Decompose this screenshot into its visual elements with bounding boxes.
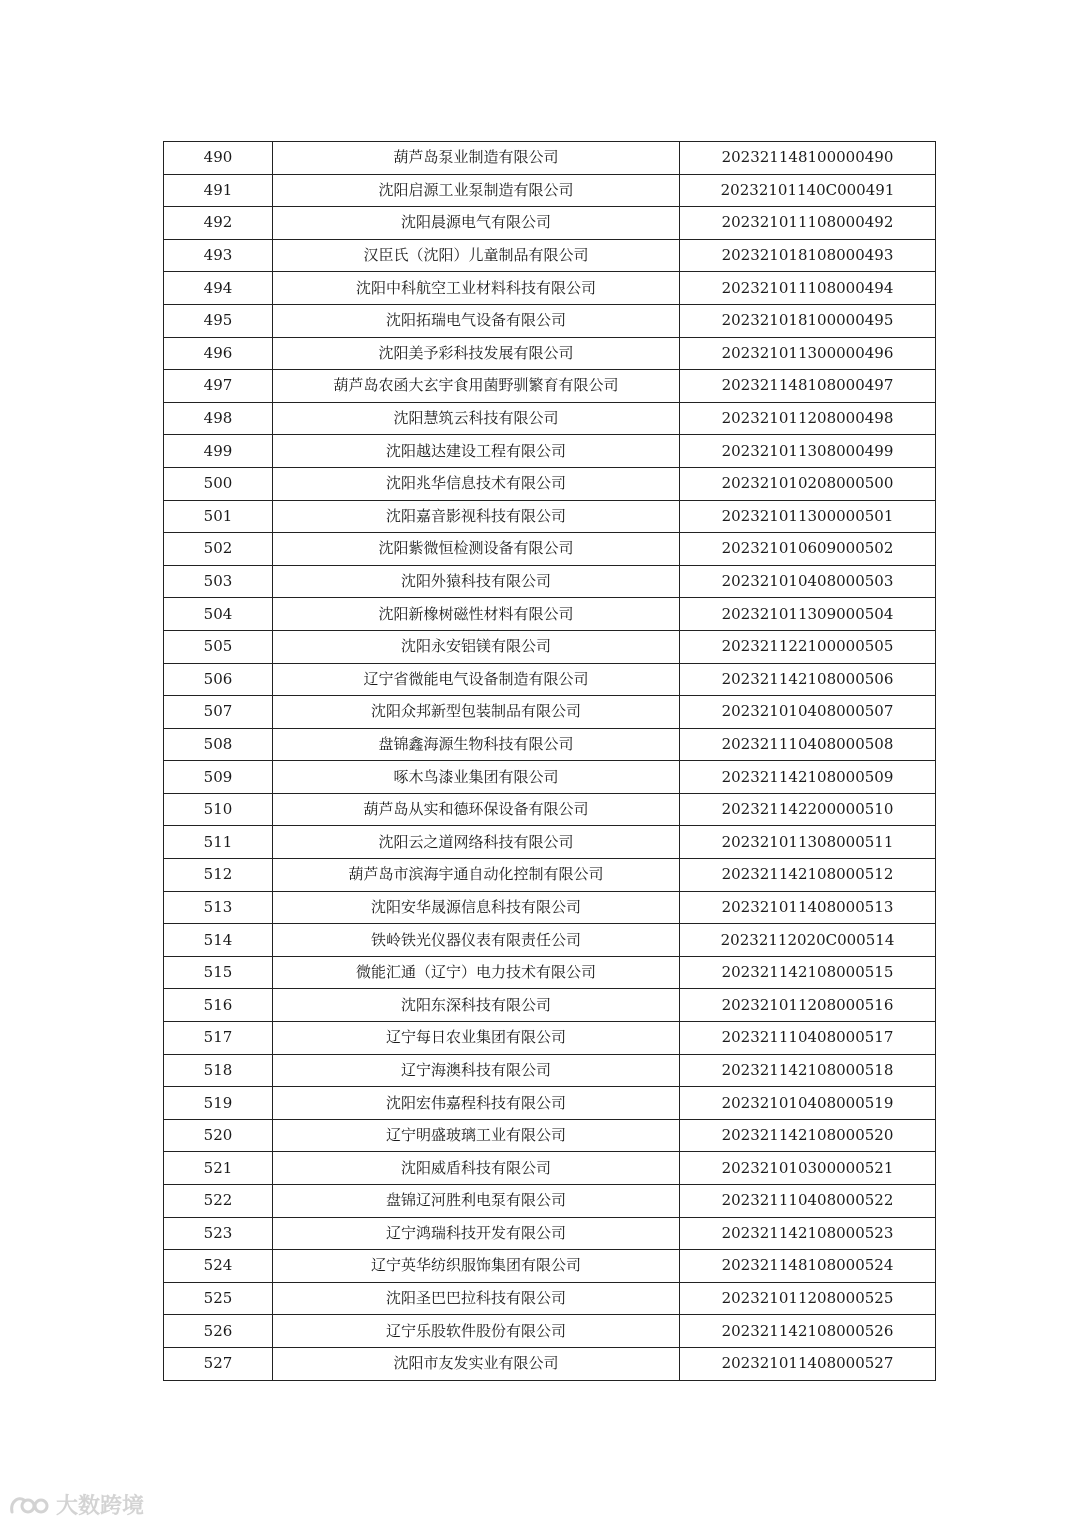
company-name-cell: 盘锦辽河胜利电泵有限公司 bbox=[273, 1185, 680, 1218]
company-name-cell: 沈阳拓瑞电气设备有限公司 bbox=[273, 304, 680, 337]
registration-code-cell: 202321010300000521 bbox=[680, 1152, 936, 1185]
company-name-cell: 葫芦岛市滨海宇通自动化控制有限公司 bbox=[273, 859, 680, 892]
row-number-cell: 515 bbox=[164, 956, 273, 989]
row-number-cell: 494 bbox=[164, 272, 273, 305]
row-number-cell: 514 bbox=[164, 924, 273, 957]
registration-code-cell: 202321148100000490 bbox=[680, 142, 936, 175]
registration-code-cell: 202321142108000518 bbox=[680, 1054, 936, 1087]
registration-code-cell: 202321142200000510 bbox=[680, 793, 936, 826]
table-row bbox=[164, 1217, 936, 1250]
registration-code-cell: 202321148108000497 bbox=[680, 370, 936, 403]
company-name-cell: 沈阳新橡树磁性材料有限公司 bbox=[273, 598, 680, 631]
brand-logo-icon bbox=[8, 1492, 52, 1518]
company-name-cell: 沈阳永安铝镁有限公司 bbox=[273, 630, 680, 663]
company-name-cell: 沈阳圣巴巴拉科技有限公司 bbox=[273, 1282, 680, 1315]
registration-code-cell: 202321011300000501 bbox=[680, 500, 936, 533]
registration-code-cell: 20232112020C000514 bbox=[680, 924, 936, 957]
table-row bbox=[164, 533, 936, 566]
company-name-cell: 沈阳外猿科技有限公司 bbox=[273, 565, 680, 598]
row-number-cell: 505 bbox=[164, 630, 273, 663]
table-row bbox=[164, 924, 936, 957]
row-number-cell: 511 bbox=[164, 826, 273, 859]
row-number-cell: 522 bbox=[164, 1185, 273, 1218]
table-row bbox=[164, 1152, 936, 1185]
registration-code-cell: 202321110408000517 bbox=[680, 1022, 936, 1055]
registration-code-cell: 202321010208000500 bbox=[680, 467, 936, 500]
table-row bbox=[164, 793, 936, 826]
registration-code-cell: 202321011308000499 bbox=[680, 435, 936, 468]
registration-code-cell: 202321011108000494 bbox=[680, 272, 936, 305]
registration-code-cell: 202321011208000498 bbox=[680, 402, 936, 435]
table-row bbox=[164, 1250, 936, 1283]
table-row bbox=[164, 1119, 936, 1152]
table-row bbox=[164, 956, 936, 989]
registration-code-cell: 202321142108000506 bbox=[680, 663, 936, 696]
row-number-cell: 490 bbox=[164, 142, 273, 175]
registration-code-cell: 20232101140C000491 bbox=[680, 174, 936, 207]
registration-code-cell: 202321010609000502 bbox=[680, 533, 936, 566]
table-row bbox=[164, 630, 936, 663]
row-number-cell: 523 bbox=[164, 1217, 273, 1250]
row-number-cell: 495 bbox=[164, 304, 273, 337]
registration-code-cell: 202321010408000519 bbox=[680, 1087, 936, 1120]
table-row bbox=[164, 272, 936, 305]
table-row bbox=[164, 1347, 936, 1380]
company-name-cell: 沈阳众邦新型包装制品有限公司 bbox=[273, 696, 680, 729]
row-number-cell: 499 bbox=[164, 435, 273, 468]
table-row bbox=[164, 761, 936, 794]
table-row bbox=[164, 598, 936, 631]
row-number-cell: 502 bbox=[164, 533, 273, 566]
company-name-cell: 沈阳嘉音影视科技有限公司 bbox=[273, 500, 680, 533]
table-row bbox=[164, 467, 936, 500]
company-list-table bbox=[163, 141, 936, 1381]
registration-code-cell: 202321110408000508 bbox=[680, 728, 936, 761]
company-name-cell: 沈阳美予彩科技发展有限公司 bbox=[273, 337, 680, 370]
table-body bbox=[164, 142, 936, 1381]
registration-code-cell: 202321110408000522 bbox=[680, 1185, 936, 1218]
company-name-cell: 辽宁鸿瑞科技开发有限公司 bbox=[273, 1217, 680, 1250]
company-name-cell: 葫芦岛泵业制造有限公司 bbox=[273, 142, 680, 175]
company-name-cell: 汉臣氏（沈阳）儿童制品有限公司 bbox=[273, 239, 680, 272]
watermark bbox=[8, 1489, 144, 1520]
table-row bbox=[164, 565, 936, 598]
table-row bbox=[164, 304, 936, 337]
company-name-cell: 辽宁海澳科技有限公司 bbox=[273, 1054, 680, 1087]
table-row bbox=[164, 1315, 936, 1348]
company-name-cell: 沈阳启源工业泵制造有限公司 bbox=[273, 174, 680, 207]
row-number-cell: 492 bbox=[164, 207, 273, 240]
table-row bbox=[164, 663, 936, 696]
table-row bbox=[164, 1054, 936, 1087]
company-name-cell: 辽宁明盛玻璃工业有限公司 bbox=[273, 1119, 680, 1152]
company-name-cell: 辽宁英华纺织服饰集团有限公司 bbox=[273, 1250, 680, 1283]
row-number-cell: 520 bbox=[164, 1119, 273, 1152]
watermark-text: 大数跨境 bbox=[56, 1494, 145, 1519]
row-number-cell: 517 bbox=[164, 1022, 273, 1055]
row-number-cell: 498 bbox=[164, 402, 273, 435]
registration-code-cell: 202321142108000512 bbox=[680, 859, 936, 892]
company-name-cell: 沈阳市友发实业有限公司 bbox=[273, 1347, 680, 1380]
registration-code-cell: 202321011408000527 bbox=[680, 1347, 936, 1380]
row-number-cell: 503 bbox=[164, 565, 273, 598]
table-row bbox=[164, 402, 936, 435]
row-number-cell: 526 bbox=[164, 1315, 273, 1348]
company-name-cell: 沈阳晨源电气有限公司 bbox=[273, 207, 680, 240]
row-number-cell: 508 bbox=[164, 728, 273, 761]
company-name-cell: 沈阳宏伟嘉程科技有限公司 bbox=[273, 1087, 680, 1120]
registration-code-cell: 202321011108000492 bbox=[680, 207, 936, 240]
row-number-cell: 509 bbox=[164, 761, 273, 794]
table-row bbox=[164, 891, 936, 924]
table-row bbox=[164, 728, 936, 761]
table-row bbox=[164, 696, 936, 729]
row-number-cell: 497 bbox=[164, 370, 273, 403]
table-row bbox=[164, 435, 936, 468]
company-name-cell: 沈阳紫微恒检测设备有限公司 bbox=[273, 533, 680, 566]
company-name-cell: 盘锦鑫海源生物科技有限公司 bbox=[273, 728, 680, 761]
registration-code-cell: 202321142108000526 bbox=[680, 1315, 936, 1348]
row-number-cell: 510 bbox=[164, 793, 273, 826]
table-row bbox=[164, 989, 936, 1022]
company-name-cell: 葫芦岛农函大玄宇食用菌野驯繁育有限公司 bbox=[273, 370, 680, 403]
row-number-cell: 493 bbox=[164, 239, 273, 272]
registration-code-cell: 202321011308000511 bbox=[680, 826, 936, 859]
table-row bbox=[164, 142, 936, 175]
row-number-cell: 513 bbox=[164, 891, 273, 924]
table-row bbox=[164, 826, 936, 859]
row-number-cell: 524 bbox=[164, 1250, 273, 1283]
registration-code-cell: 202321011208000525 bbox=[680, 1282, 936, 1315]
registration-code-cell: 202321011309000504 bbox=[680, 598, 936, 631]
registration-code-cell: 202321011208000516 bbox=[680, 989, 936, 1022]
row-number-cell: 500 bbox=[164, 467, 273, 500]
row-number-cell: 491 bbox=[164, 174, 273, 207]
table-row bbox=[164, 859, 936, 892]
row-number-cell: 512 bbox=[164, 859, 273, 892]
company-name-cell: 微能汇通（辽宁）电力技术有限公司 bbox=[273, 956, 680, 989]
table-row bbox=[164, 500, 936, 533]
registration-code-cell: 202321018100000495 bbox=[680, 304, 936, 337]
company-name-cell: 沈阳越达建设工程有限公司 bbox=[273, 435, 680, 468]
row-number-cell: 507 bbox=[164, 696, 273, 729]
registration-code-cell: 202321142108000515 bbox=[680, 956, 936, 989]
row-number-cell: 518 bbox=[164, 1054, 273, 1087]
registration-code-cell: 202321142108000509 bbox=[680, 761, 936, 794]
registration-code-cell: 202321010408000507 bbox=[680, 696, 936, 729]
row-number-cell: 516 bbox=[164, 989, 273, 1022]
registration-code-cell: 202321148108000524 bbox=[680, 1250, 936, 1283]
table-row bbox=[164, 1022, 936, 1055]
registration-code-cell: 202321018108000493 bbox=[680, 239, 936, 272]
row-number-cell: 506 bbox=[164, 663, 273, 696]
table-row bbox=[164, 207, 936, 240]
row-number-cell: 496 bbox=[164, 337, 273, 370]
company-name-cell: 辽宁省微能电气设备制造有限公司 bbox=[273, 663, 680, 696]
company-name-cell: 沈阳安华晟源信息科技有限公司 bbox=[273, 891, 680, 924]
registration-code-cell: 202321142108000520 bbox=[680, 1119, 936, 1152]
company-name-cell: 沈阳东深科技有限公司 bbox=[273, 989, 680, 1022]
company-name-cell: 沈阳兆华信息技术有限公司 bbox=[273, 467, 680, 500]
table-row bbox=[164, 370, 936, 403]
registration-code-cell: 202321122100000505 bbox=[680, 630, 936, 663]
table-row bbox=[164, 1087, 936, 1120]
company-name-cell: 沈阳慧筑云科技有限公司 bbox=[273, 402, 680, 435]
row-number-cell: 504 bbox=[164, 598, 273, 631]
company-name-cell: 沈阳威盾科技有限公司 bbox=[273, 1152, 680, 1185]
table-row bbox=[164, 337, 936, 370]
row-number-cell: 521 bbox=[164, 1152, 273, 1185]
registration-code-cell: 202321010408000503 bbox=[680, 565, 936, 598]
table-row bbox=[164, 1185, 936, 1218]
company-name-cell: 沈阳云之道网络科技有限公司 bbox=[273, 826, 680, 859]
table-row bbox=[164, 1282, 936, 1315]
registration-code-cell: 202321011408000513 bbox=[680, 891, 936, 924]
row-number-cell: 501 bbox=[164, 500, 273, 533]
company-name-cell: 辽宁每日农业集团有限公司 bbox=[273, 1022, 680, 1055]
company-name-cell: 铁岭铁光仪器仪表有限责任公司 bbox=[273, 924, 680, 957]
registration-code-cell: 202321142108000523 bbox=[680, 1217, 936, 1250]
table-row bbox=[164, 239, 936, 272]
row-number-cell: 519 bbox=[164, 1087, 273, 1120]
row-number-cell: 525 bbox=[164, 1282, 273, 1315]
company-name-cell: 沈阳中科航空工业材料科技有限公司 bbox=[273, 272, 680, 305]
company-name-cell: 辽宁乐股软件股份有限公司 bbox=[273, 1315, 680, 1348]
company-name-cell: 葫芦岛从实和德环保设备有限公司 bbox=[273, 793, 680, 826]
row-number-cell: 527 bbox=[164, 1347, 273, 1380]
company-name-cell: 啄木鸟漆业集团有限公司 bbox=[273, 761, 680, 794]
table-row bbox=[164, 174, 936, 207]
registration-code-cell: 202321011300000496 bbox=[680, 337, 936, 370]
